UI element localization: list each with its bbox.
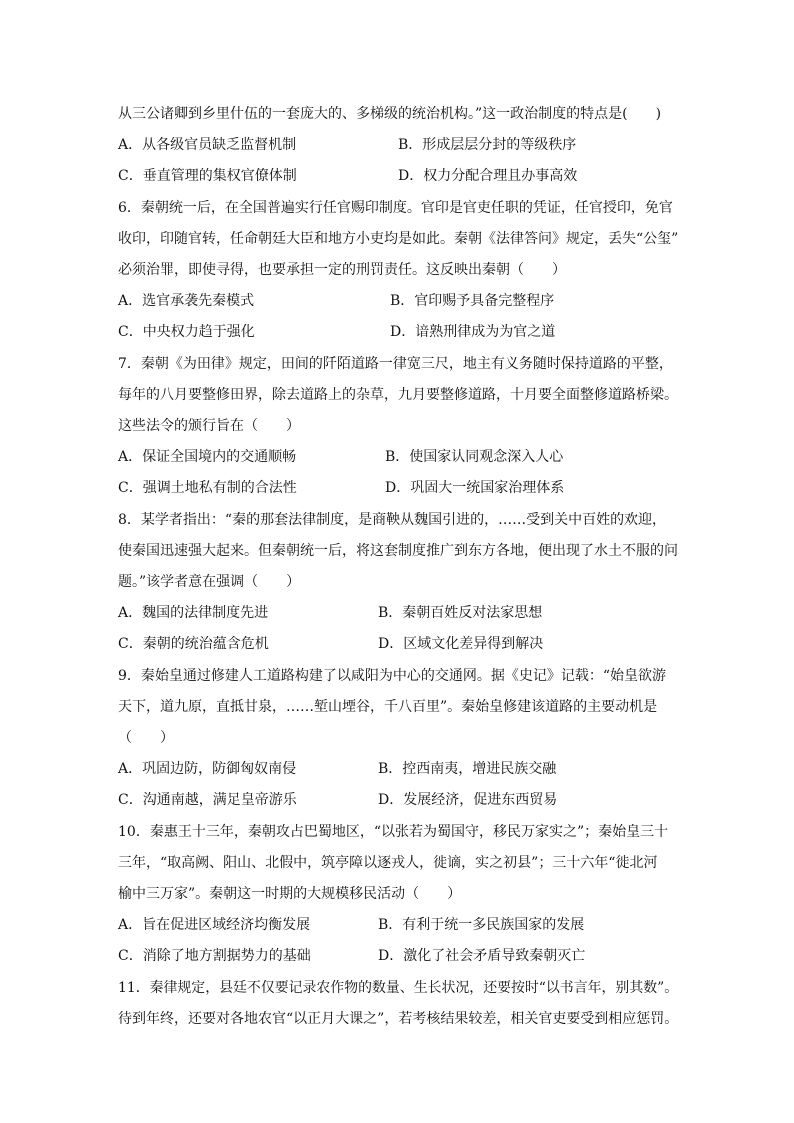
q8-option-c: C．秦朝的统治蕴含危机 bbox=[118, 636, 269, 652]
q5-option-b: B．形成层层分封的等级秩序 bbox=[398, 137, 577, 153]
q7-stem-line-2: 每年的八月要整修田界，除去道路上的杂草，九月要整修道路，十月要全面整修道路桥梁。 bbox=[118, 387, 678, 403]
q7-option-b: B．使国家认同观念深入人心 bbox=[385, 449, 564, 465]
q9-option-b: B．控西南夷，增进民族交融 bbox=[378, 761, 557, 777]
q9-option-a: A．巩固边防，防御匈奴南侵 bbox=[118, 761, 297, 777]
q7-stem-line-3: 这些法令的颁行旨在（ ） bbox=[118, 418, 300, 434]
q8-stem-line-2: 使秦国迅速强大起来。但秦朝统一后，将这套制度推广到东方各地，便出现了水土不服的问 bbox=[118, 543, 678, 559]
q6-option-a: A．选官承袭先秦模式 bbox=[118, 293, 255, 309]
q7-stem-line-1: 7．秦朝《为田律》规定，田间的阡陌道路一律宽三尺，地主有义务随时保持道路的平整， bbox=[118, 356, 673, 372]
q9-stem-line-1: 9．秦始皇通过修建人工道路构建了以咸阳为中心的交通网。据《史记》记载：“始皇欲游 bbox=[118, 668, 667, 684]
q10-option-d: D．激化了社会矛盾导致秦朝灭亡 bbox=[378, 948, 586, 964]
q9-option-d: D．发展经济，促进东西贸易 bbox=[378, 792, 558, 808]
q6-stem-line-3: 必须治罪，即使寻得，也要承担一定的刑罚责任。这反映出秦朝（ ） bbox=[118, 262, 566, 278]
q8-option-a: A．魏国的法律制度先进 bbox=[118, 605, 269, 621]
q6-option-c: C．中央权力趋于强化 bbox=[118, 324, 255, 340]
q8-option-d: D．区域文化差异得到解决 bbox=[378, 636, 544, 652]
q11-stem-line-2: 待到年终，还要对各地农官“以正月大课之”，若考核结果较差，相关官吏要受到相应惩罚。 bbox=[118, 1011, 679, 1027]
q10-stem-line-1: 10．秦惠王十三年，秦朝攻占巴蜀地区，“以张若为蜀国守，移民万家实之”；秦始皇三十 bbox=[118, 824, 669, 840]
q11-stem-line-1: 11．秦律规定，县廷不仅要记录农作物的数量、生长状况，还要按时“以书言年，别其数”。 bbox=[118, 980, 679, 996]
q10-stem-line-3: 榆中三万家”。秦朝这一时期的大规模移民活动（ ） bbox=[118, 886, 462, 902]
q7-option-a: A．保证全国境内的交通顺畅 bbox=[118, 449, 297, 465]
q10-option-c: C．消除了地方割据势力的基础 bbox=[118, 948, 311, 964]
q8-stem-line-1: 8．某学者指出：“秦的那套法律制度，是商鞅从魏国引进的，……受到关中百姓的欢迎， bbox=[118, 512, 667, 528]
q5-option-c: C．垂直管理的集权官僚体制 bbox=[118, 168, 297, 184]
q5-option-d: D．权力分配合理且办事高效 bbox=[398, 168, 578, 184]
q8-stem-line-3: 题。”该学者意在强调（ ） bbox=[118, 574, 301, 590]
q9-stem-line-3: （ ） bbox=[118, 730, 174, 746]
q6-stem-line-2: 收印，印随官转，任命朝廷大臣和地方小吏均是如此。秦朝《法律答问》规定，丢失“公玺” bbox=[118, 231, 679, 247]
q5-option-a: A．从各级官员缺乏监督机制 bbox=[118, 137, 297, 153]
q10-option-a: A．旨在促进区域经济均衡发展 bbox=[118, 917, 311, 933]
q7-option-d: D．巩固大一统国家治理体系 bbox=[385, 480, 565, 496]
q6-option-b: B．官印赐予具备完整程序 bbox=[390, 293, 555, 309]
q8-option-b: B．秦朝百姓反对法家思想 bbox=[378, 605, 543, 621]
q5-stem: 从三公诸卿到乡里什伍的一套庞大的、多梯级的统治机构。”这一政治制度的特点是( ) bbox=[118, 106, 662, 122]
q9-stem-line-2: 天下，道九原，直抵甘泉，……堑山堙谷，千八百里”。秦始皇修建该道路的主要动机是 bbox=[118, 699, 658, 715]
q6-stem-line-1: 6．秦朝统一后，在全国普遍实行任官赐印制度。官印是官吏任职的凭证，任官授印，免官 bbox=[118, 200, 673, 216]
q10-option-b: B．有利于统一多民族国家的发展 bbox=[378, 917, 585, 933]
q6-option-d: D．谙熟刑律成为为官之道 bbox=[390, 324, 556, 340]
q9-option-c: C．沟通南越，满足皇帝游乐 bbox=[118, 792, 297, 808]
q10-stem-line-2: 三年，“取高阙、阳山、北假中，筑亭障以逐戎人，徙谪，实之初县”；三十六年“徙北河 bbox=[118, 855, 658, 871]
q7-option-c: C．强调土地私有制的合法性 bbox=[118, 480, 297, 496]
